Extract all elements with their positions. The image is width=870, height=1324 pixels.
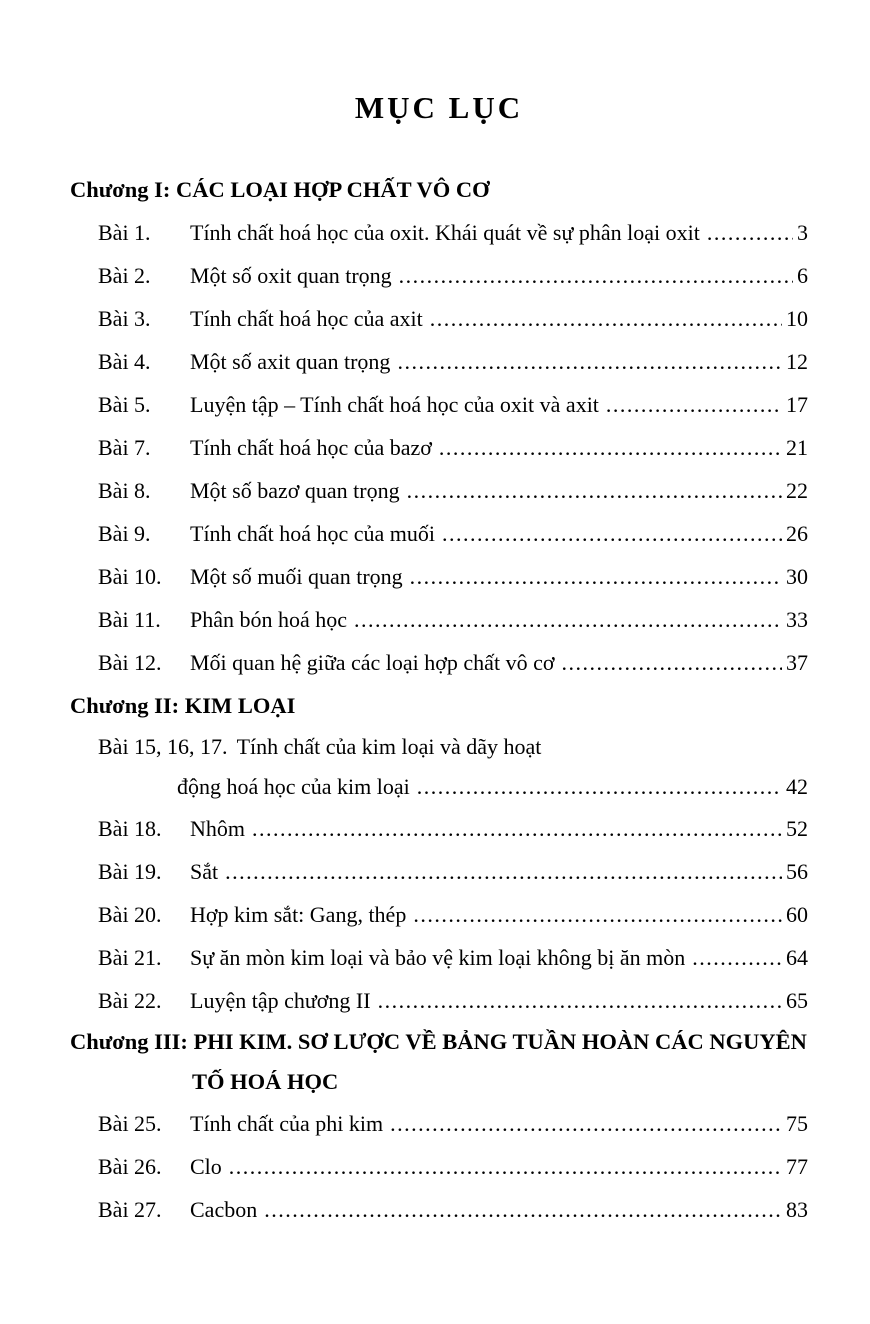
entry-page: 42 xyxy=(786,774,808,799)
entry-line-2 xyxy=(70,767,808,807)
entry-title: Tính chất của phi kim xyxy=(190,1110,384,1136)
entry-page: 77 xyxy=(786,1153,808,1179)
entry-label: Bài 15, 16, 17. xyxy=(98,734,228,759)
entry-label: Bài 11. xyxy=(98,606,161,632)
entry-title: Cacbon xyxy=(190,1196,258,1222)
toc-entry xyxy=(70,297,808,340)
entry-line-1 xyxy=(70,727,808,767)
entry-title: Hợp kim sắt: Gang, thép xyxy=(190,901,407,927)
entry-label: Bài 18. xyxy=(98,815,162,841)
entry-title: Clo xyxy=(190,1153,222,1179)
entry-label: Bài 12. xyxy=(98,649,162,675)
toc-entry xyxy=(70,979,808,1022)
entry-page: 12 xyxy=(786,348,808,374)
entry-label: Bài 10. xyxy=(98,563,162,589)
chapter-2-heading: Chương II: KIM LOẠI xyxy=(70,693,296,718)
entry-label: Bài 5. xyxy=(98,391,151,417)
dot-leader xyxy=(378,988,782,1014)
toc-entry xyxy=(70,340,808,383)
entry-page: 26 xyxy=(786,520,808,546)
dot-leader xyxy=(397,349,782,375)
toc-entry xyxy=(70,807,808,850)
dot-leader xyxy=(225,859,782,885)
entry-title: Sự ăn mòn kim loại và bảo vệ kim loại không bị ăn mòn xyxy=(190,944,686,970)
entry-page: 30 xyxy=(786,563,808,589)
entry-title: Mối quan hệ giữa các loại hợp chất vô cơ xyxy=(190,649,555,675)
entry-label: Bài 20. xyxy=(98,901,162,927)
page-title: MỤC LỤC xyxy=(354,90,524,125)
entry-label: Bài 9. xyxy=(98,520,151,546)
entry-page: 56 xyxy=(786,858,808,884)
entry-title: Phân bón hoá học xyxy=(190,606,348,632)
entry-title: Tính chất của kim loại và dãy hoạt xyxy=(236,734,542,759)
dot-leader xyxy=(606,392,782,418)
dot-leader xyxy=(399,263,793,289)
entry-page: 3 xyxy=(797,219,808,245)
entry-page: 17 xyxy=(786,391,808,417)
dot-leader xyxy=(439,435,782,461)
entry-title: Sắt xyxy=(190,858,219,884)
toc-entry xyxy=(70,254,808,297)
entry-title: Luyện tập – Tính chất hoá học của oxit và axit xyxy=(190,391,599,417)
dot-leader xyxy=(390,1111,782,1137)
dot-leader xyxy=(430,306,782,332)
toc-entry xyxy=(70,512,808,555)
entry-title: Luyện tập chương II xyxy=(190,987,371,1013)
toc-entry xyxy=(70,469,808,512)
dot-leader xyxy=(229,1154,782,1180)
entry-title: Tính chất hoá học của muối xyxy=(190,520,435,546)
toc-entry xyxy=(70,893,808,936)
entry-page: 21 xyxy=(786,434,808,460)
entry-title: Tính chất hoá học của bazơ xyxy=(190,434,432,460)
toc-entry xyxy=(70,936,808,979)
entry-label: Bài 4. xyxy=(98,348,151,374)
entry-title: Tính chất hoá học của axit xyxy=(190,305,423,331)
entry-page: 75 xyxy=(786,1110,808,1136)
entry-label: Bài 7. xyxy=(98,434,151,460)
entry-title: Nhôm xyxy=(190,815,245,841)
entry-title: Một số axit quan trọng xyxy=(190,348,391,374)
entry-label: Bài 21. xyxy=(98,944,162,970)
dot-leader xyxy=(561,650,782,676)
toc-entry xyxy=(70,1188,808,1231)
toc-entry xyxy=(70,598,808,641)
toc-entry xyxy=(70,555,808,598)
dot-leader xyxy=(442,521,782,547)
dot-leader xyxy=(692,945,782,971)
dot-leader xyxy=(264,1197,782,1223)
dot-leader xyxy=(252,816,782,842)
entry-page: 22 xyxy=(786,477,808,503)
entry-page: 37 xyxy=(786,649,808,675)
dot-leader xyxy=(410,564,782,590)
entry-page: 33 xyxy=(786,606,808,632)
toc-entry xyxy=(70,383,808,426)
entry-label: Bài 2. xyxy=(98,262,151,288)
entry-title-line2: động hoá học của kim loại xyxy=(177,774,410,799)
dot-leader xyxy=(417,774,782,800)
toc-entry xyxy=(70,211,808,254)
dot-leader xyxy=(354,607,782,633)
entry-label: Bài 26. xyxy=(98,1153,162,1179)
toc-entry xyxy=(70,727,808,807)
entry-label: Bài 25. xyxy=(98,1110,162,1136)
entry-title: Tính chất hoá học của oxit. Khái quát về sự phân loại oxit xyxy=(190,219,700,245)
chapter-3-heading-line1: Chương III: PHI KIM. SƠ LƯỢC VỀ BẢNG TUẦN HOÀN CÁC NGUYÊN xyxy=(70,1029,807,1054)
entry-page: 10 xyxy=(786,305,808,331)
dot-leader xyxy=(707,220,793,246)
entry-title: Một số muối quan trọng xyxy=(190,563,403,589)
toc-entry xyxy=(70,850,808,893)
dot-leader xyxy=(413,902,782,928)
chapter-3-heading-line2: TỐ HOÁ HỌC xyxy=(192,1069,339,1094)
entry-page: 6 xyxy=(797,262,808,288)
toc-entry xyxy=(70,641,808,684)
toc-entry xyxy=(70,426,808,469)
entry-label: Bài 19. xyxy=(98,858,162,884)
entry-page: 65 xyxy=(786,987,808,1013)
entry-label: Bài 8. xyxy=(98,477,151,503)
entry-label: Bài 27. xyxy=(98,1196,162,1222)
entry-page: 64 xyxy=(786,944,808,970)
toc-entry xyxy=(70,1102,808,1145)
chapter-1-heading: Chương I: CÁC LOẠI HỢP CHẤT VÔ CƠ xyxy=(70,177,490,202)
dot-leader xyxy=(407,478,782,504)
entry-label: Bài 22. xyxy=(98,987,162,1013)
entry-page: 52 xyxy=(786,815,808,841)
toc-entry xyxy=(70,1145,808,1188)
entry-label: Bài 1. xyxy=(98,219,151,245)
entry-page: 60 xyxy=(786,901,808,927)
entry-title: Một số oxit quan trọng xyxy=(190,262,392,288)
entry-page: 83 xyxy=(786,1196,808,1222)
entry-label: Bài 3. xyxy=(98,305,151,331)
entry-title: Một số bazơ quan trọng xyxy=(190,477,400,503)
